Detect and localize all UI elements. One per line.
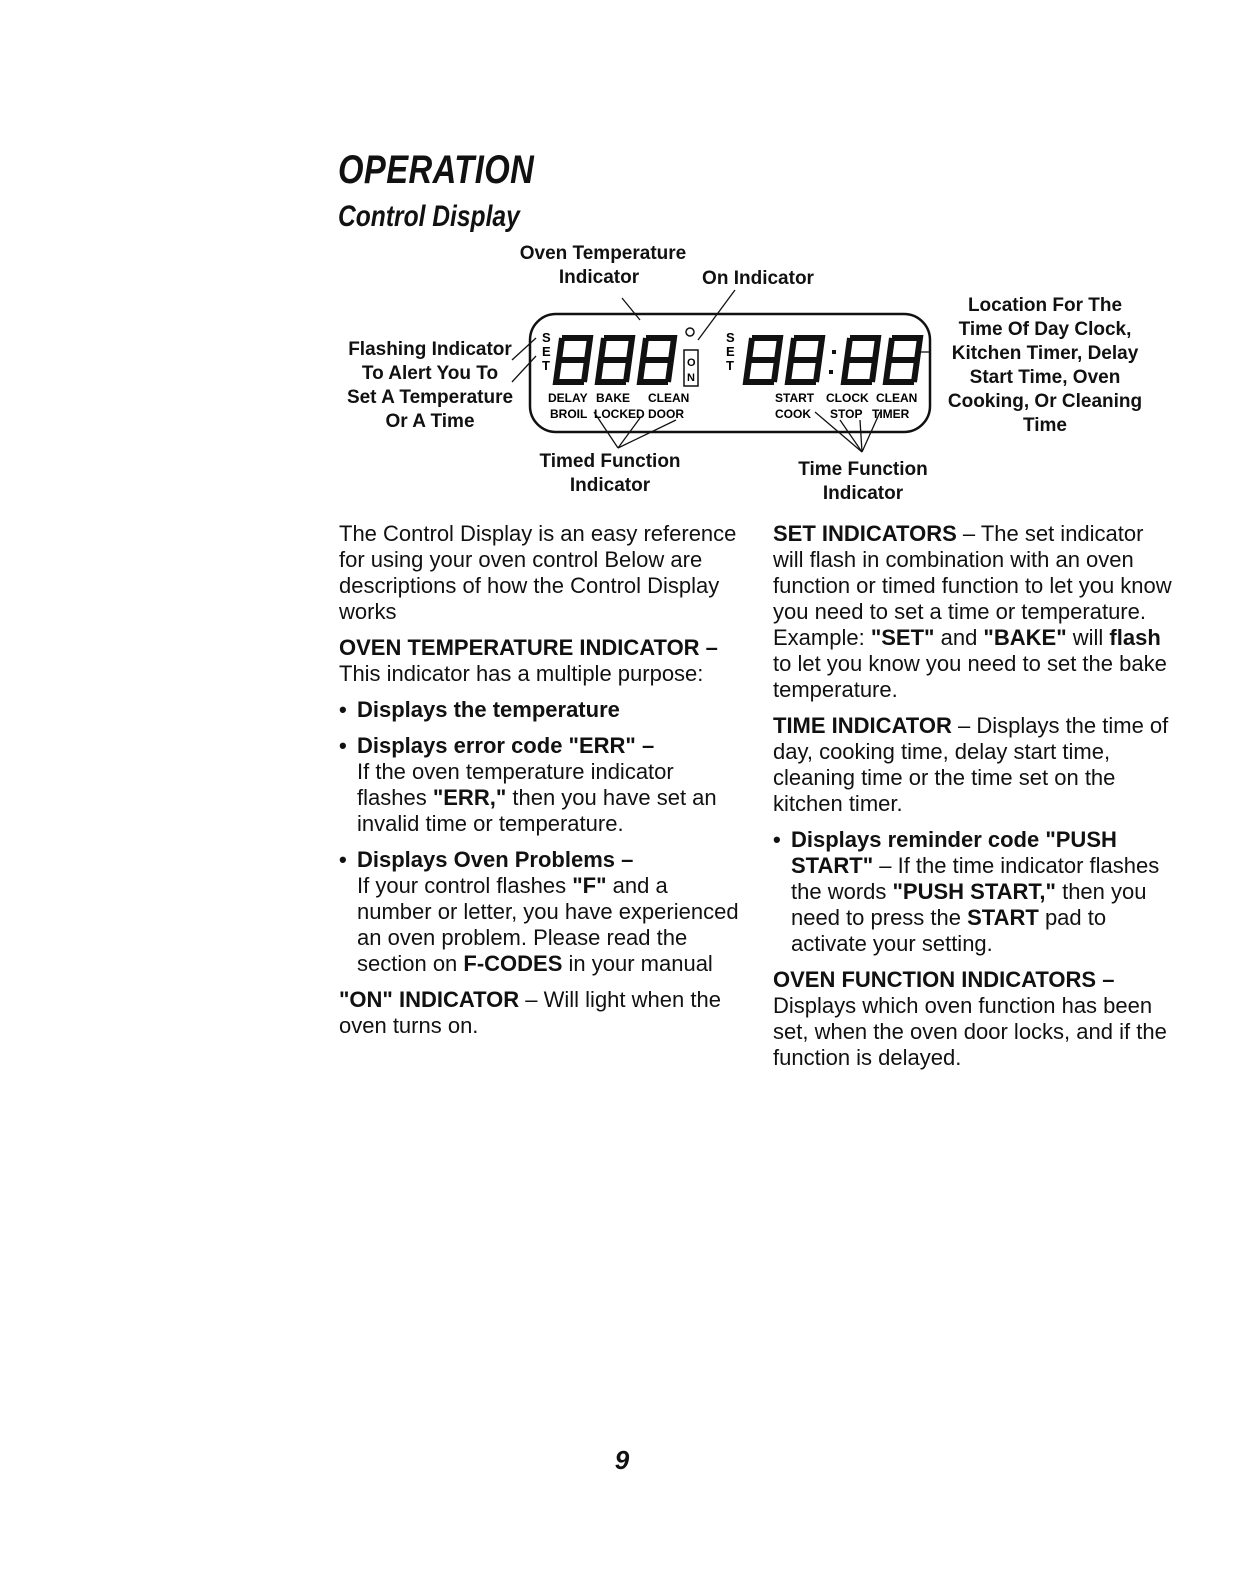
- leader-time-1: [815, 412, 862, 452]
- leader-timed-1: [594, 412, 618, 448]
- bullet-displays-temperature: • Displays the temperature: [339, 697, 620, 722]
- on-letter-o: O: [687, 357, 696, 369]
- leader-flashing-top: [512, 338, 536, 360]
- section-title: OPERATION: [338, 148, 535, 192]
- subsection-title: Control Display: [338, 200, 520, 233]
- word-timer: TIMER: [872, 407, 910, 421]
- flashing-indicator-label: Flashing Indicator To Alert You To Set A Temperature Or A Time: [346, 339, 514, 432]
- word-door: DOOR: [648, 407, 684, 421]
- on-indicator-paragraph: "ON" INDICATOR – Will light when the oven turns on.: [339, 987, 721, 1038]
- word-locked: LOCKED: [594, 407, 645, 421]
- set-letter-left-e: E: [542, 344, 551, 359]
- word-clean-left: CLEAN: [648, 391, 690, 405]
- left-column: [339, 521, 739, 1049]
- leader-timed-3: [618, 420, 676, 448]
- on-indicator-label: On Indicator: [702, 268, 814, 289]
- leader-timed-2: [618, 418, 640, 448]
- set-letter-right-e: E: [726, 344, 735, 359]
- set-letter-left-s: S: [542, 330, 551, 345]
- leader-flashing-bottom: [512, 356, 536, 382]
- set-letter-right-s: S: [726, 330, 735, 345]
- leader-time-4: [862, 412, 880, 452]
- word-stop: STOP: [830, 407, 863, 421]
- word-start: START: [775, 391, 815, 405]
- leader-time-3: [860, 420, 862, 452]
- word-cook: COOK: [775, 407, 811, 421]
- bullet-error-code: • Displays error code "ERR" – If the oven temperature indicator flashes "ERR," then you have set an invalid time or temperature.: [339, 733, 717, 836]
- word-bake: BAKE: [596, 391, 631, 405]
- location-label: Location For The Time Of Day Clock, Kitchen Timer, Delay Start Time, Oven Cooking, Or Cleaning Time: [947, 295, 1143, 436]
- word-clean-right: CLEAN: [876, 391, 918, 405]
- leader-lines: [0, 0, 1244, 520]
- word-clock: CLOCK: [826, 391, 869, 405]
- time-function-label: Time Function Indicator: [798, 459, 928, 504]
- on-letter-n: N: [687, 372, 695, 384]
- timed-function-label: Timed Function Indicator: [539, 451, 681, 496]
- word-broil: BROIL: [550, 407, 588, 421]
- intro-paragraph: The Control Display is an easy reference for using your oven control Below are descriptions of how the Control Display works: [339, 521, 737, 624]
- word-delay: DELAY: [548, 391, 588, 405]
- set-indicators-paragraph: SET INDICATORS – The set indicator will flash in combination with an oven function or timed function to let you know you need to set a time or temperature. Example: "SET" and "BAKE" will flash to let you know you need to set the bake temperature.: [773, 521, 1172, 702]
- page-number: 9: [614, 1445, 630, 1475]
- oven-function-paragraph: OVEN FUNCTION INDICATORS – Displays which oven function has been set, when the oven door locks, and if the function is delayed.: [773, 967, 1167, 1070]
- oven-temperature-label: Oven Temperature Indicator: [519, 243, 687, 288]
- time-indicator-paragraph: TIME INDICATOR – Displays the time of day, cooking time, delay start time, cleaning time or the time set on the kitchen timer.: [773, 713, 1169, 816]
- bullet-push-start: • Displays reminder code "PUSH START" – If the time indicator flashes the words "PUSH START," then you need to press the START pad to activate your setting.: [773, 827, 1160, 956]
- leader-oven-temp: [622, 298, 640, 320]
- oven-temp-heading: OVEN TEMPERATURE INDICATOR –: [339, 635, 718, 660]
- set-letter-right-t: T: [726, 358, 734, 373]
- right-column: [773, 521, 1173, 1081]
- oven-temp-body: This indicator has a multiple purpose:: [339, 661, 704, 686]
- bullet-oven-problems: • Displays Oven Problems – If your control flashes "F" and a number or letter, you have experienced an oven problem. Please read the section on F-CODES in your manual: [339, 847, 739, 976]
- leader-on-indicator: [698, 290, 735, 340]
- set-letter-left-t: T: [542, 358, 550, 373]
